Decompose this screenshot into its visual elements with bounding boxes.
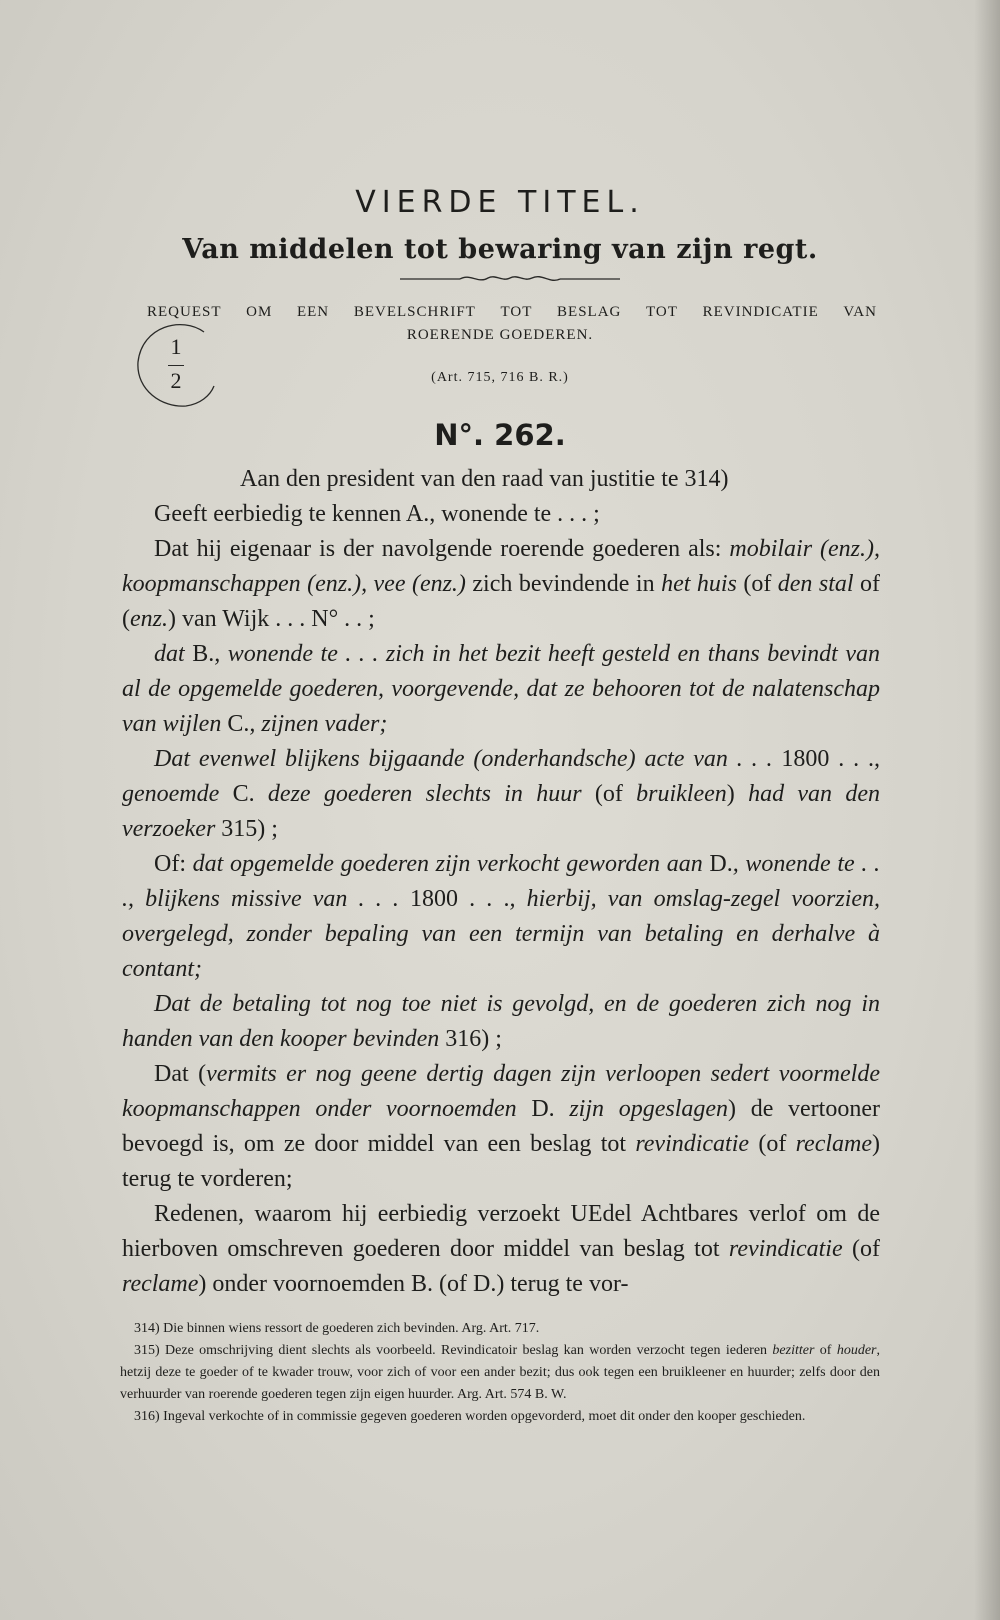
text-span: revindicatie [635,1131,750,1157]
text-span: zijn opgeslagen [554,1096,729,1122]
text-span: of [814,1343,837,1358]
text-span: dat [154,641,193,667]
text-span: ) [726,781,735,807]
request-word: REQUEST [147,304,222,320]
text-span: (of [581,781,637,807]
paragraph-sale [122,847,880,987]
text-span: , genoemde [122,746,881,807]
paragraph-petitioner: Geeft eerbiedig te kennen A., wonende te . . . ; [154,501,600,527]
text-span: Of: [154,851,193,877]
text-span: reclame [122,1271,199,1297]
paragraph-request [122,1197,880,1302]
request-heading-line2: ROERENDE GOEDEREN. [406,327,594,343]
text-span: den stal [777,571,854,597]
paragraph-addressee: Aan den president van den raad van justitie te 314) [240,466,729,492]
request-word: VAN [843,304,877,320]
text-span: bezitter [772,1343,815,1358]
text-span: Redenen, waarom hij eerbiedig verzoekt UEdel Achtbares verlof om de hierboven omschreven goederen door middel van beslag tot [122,1201,880,1262]
text-span: , hierbij, van omslag-zegel voorzien, overgelegd, zonder bepaling van een termijn van betaling en derhalve à contant; [122,886,881,982]
text-span: (of [749,1131,796,1157]
paragraph-deed [122,742,880,847]
text-span: , hetzij deze te goeder of te kwader trouw, voor zich of voor een ander bezit; dus ook tegen een bruikleener en huurder; zelfs door den verhuurder van roerende goederen tegen zijn eigen huurder. Arg. Art. 574 B. W. [120,1343,880,1402]
text-span: zich bevindende in [465,571,655,597]
request-word: BESLAG [557,304,622,320]
text-span: 315) Deze omschrijving dient slechts als voorbeeld. Revindicatoir beslag kan worden verzocht tegen iederen [134,1343,773,1358]
chapter-title: Van middelen tot bewaring van zijn regt. [182,234,818,265]
text-span: het huis [661,571,737,597]
text-span: , wonende te . . . zich in het bezit heeft gesteld en thans bevindt van al de opgemelde goederen, voorgevende, dat ze behooren tot de nalatenschap van wijlen [122,641,881,737]
request-word: TOT [646,304,678,320]
text-span: B. [192,641,215,667]
text-span: 316) ; [439,1026,502,1052]
text-span: revindicatie [728,1236,843,1262]
ornament-divider [400,272,620,286]
text-span: (of [736,571,778,597]
paragraph-ownership [122,532,880,637]
request-heading-line1 [147,304,877,321]
text-span: vermits er nog geene dertig dagen zijn verloopen sedert voormelde koopmanschappen onder voornoemden [122,1061,880,1122]
stamp-fraction-bar [168,365,184,366]
text-span: had van den verzoeker [122,781,881,842]
text-span: C. [232,781,255,807]
paragraph-payment [122,987,880,1057]
text-span: reclame [795,1131,872,1157]
request-word: TOT [500,304,533,320]
text-span: Dat ( [154,1061,207,1087]
request-word: BEVELSCHRIFT [353,304,476,320]
text-span: dat opgemelde goederen zijn verkocht geworden aan [192,851,710,877]
text-span: , wonende te . . . [122,851,880,912]
text-span: C. [227,711,250,737]
text-span: of ( [122,571,881,632]
document-body [122,462,880,1302]
text-span: Dat evenwel blijkens bijgaande (onderhandsche) acte van . . . [154,746,773,772]
text-span: houder [836,1343,877,1358]
text-span: ) onder voornoemden B. (of D.) terug te vor- [198,1271,629,1297]
text-span: ) van Wijk . . . N° . . ; [168,606,375,632]
document-number: N°. 262. [434,418,566,452]
text-span: Dat hij eigenaar is der navolgende roerende goederen als: [154,536,722,562]
text-span: , zijnen vader; [249,711,388,737]
text-span: (of [842,1236,880,1262]
footnote-315 [120,1340,880,1406]
text-span: mobilair (enz.), koopmanschappen (enz.), vee (enz.) [122,536,881,597]
section-title: VIERDE TITEL. [355,185,645,220]
paragraph-possession [122,637,880,742]
text-span: ) terug te vorderen; [122,1131,880,1192]
text-span: 315) ; [215,816,278,842]
paragraph-entitlement [122,1057,880,1197]
footnotes [120,1318,880,1428]
stamp-denominator: 2 [170,368,182,393]
text-span: deze goederen slechts in huur [254,781,582,807]
request-word: OM [246,304,273,320]
article-reference: (Art. 715, 716 B. R.) [431,370,569,385]
text-span: D. [531,1096,555,1122]
text-span: , blijkens missive van . . . [128,886,399,912]
text-span: D. [709,851,733,877]
stamp-numerator: 1 [170,334,182,359]
footnote-314: 314) Die binnen wiens ressort de goederen zich bevinden. Arg. Art. 717. [134,1321,540,1336]
footnote-316: 316) Ingeval verkochte of in commissie gegeven goederen worden opgevorderd, moet dit onder den kooper geschieden. [134,1409,806,1424]
text-span: ) de vertooner bevoegd is, om ze door middel van een beslag tot [122,1096,880,1157]
text-span: bruikleen [636,781,727,807]
text-span: enz. [130,606,168,632]
request-word: EEN [296,304,330,320]
request-word: REVINDICATIE [702,304,819,320]
text-span: Dat de betaling tot nog toe niet is gevolgd, en de goederen zich nog in handen van den kooper bevinden [122,991,880,1052]
page-fraction-stamp [134,320,214,412]
text-span: 1800 . . . [398,886,510,912]
text-span: 1800 . . . [781,746,875,772]
